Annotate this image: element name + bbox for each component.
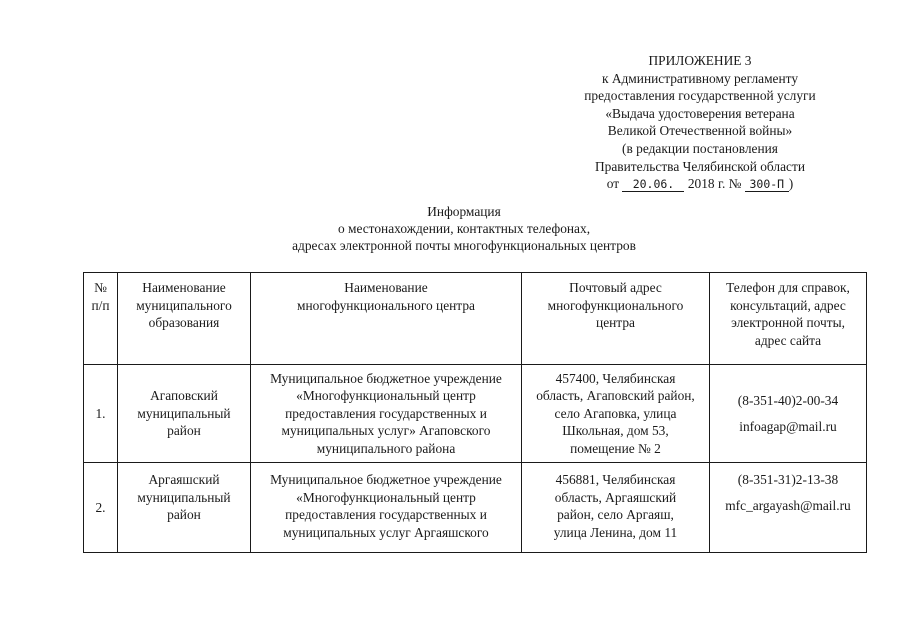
address-cell: 456881, Челябинская область, Аргаяшский район, село Аргаяш, улица Ленина, дом 11	[522, 463, 710, 553]
table-header-row	[84, 273, 867, 365]
header-cell-center-name: Наименование многофункционального центра	[251, 273, 522, 365]
appendix-header	[545, 52, 855, 193]
row-number: 2.	[84, 463, 118, 553]
header-cell-municipality: Наименование муниципального образования	[118, 273, 251, 365]
date-prefix: от	[606, 176, 620, 192]
table-row	[84, 365, 867, 463]
appendix-line: к Административному регламенту	[601, 70, 799, 86]
table-row	[84, 463, 867, 553]
appendix-line: (в редакции постановления	[622, 140, 778, 156]
contact-cell	[710, 463, 867, 553]
municipality-cell: Агаповский муниципальный район	[118, 365, 251, 463]
info-title	[200, 203, 728, 254]
date-value: 20.06.	[622, 177, 684, 192]
center-name-cell: Муниципальное бюджетное учреждение «Многофункциональный центр предоставления государственных и муниципальных услуг Аргаяшского	[251, 463, 522, 553]
phone-number: (8-351-40)2-00-34	[737, 393, 839, 408]
header-cell-phone: Телефон для справок, консультаций, адрес электронной почты, адрес сайта	[710, 273, 867, 365]
email-address[interactable]: mfc_argayash@mail.ru	[725, 497, 851, 513]
header-cell-address: Почтовый адрес многофункционального центра	[522, 273, 710, 365]
info-title-line: адресах электронной почты многофункциональных центров	[292, 238, 636, 253]
row-number: 1.	[84, 365, 118, 463]
appendix-line: «Выдача удостоверения ветерана	[605, 105, 795, 121]
appendix-line: Великой Отечественной войны»	[607, 123, 793, 139]
date-year: 2018 г. №	[687, 176, 742, 192]
contact-cell	[710, 365, 867, 463]
phone-number: (8-351-31)2-13-38	[737, 472, 839, 487]
municipality-cell: Аргаяшский муниципальный район	[118, 463, 251, 553]
email-address[interactable]: infoagap@mail.ru	[739, 418, 837, 434]
header-cell-number: № п/п	[84, 273, 118, 365]
center-name-cell: Муниципальное бюджетное учреждение «Многофункциональный центр предоставления государственных и муниципальных услуг» Агаповского муниципального района	[251, 365, 522, 463]
appendix-title: ПРИЛОЖЕНИЕ 3	[648, 53, 752, 68]
appendix-date-line	[545, 175, 855, 193]
mfc-table	[83, 272, 867, 553]
info-title-line: Информация	[427, 204, 501, 219]
address-cell: 457400, Челябинская область, Агаповский район, село Агаповка, улица Школьная, дом 53, помещение № 2	[522, 365, 710, 463]
info-title-line: о местонахождении, контактных телефонах,	[337, 221, 591, 236]
appendix-line: предоставления государственной услуги	[584, 88, 816, 104]
close-paren: )	[788, 176, 794, 192]
decree-number: 300-П	[745, 177, 789, 192]
appendix-line: Правительства Челябинской области	[595, 158, 805, 174]
